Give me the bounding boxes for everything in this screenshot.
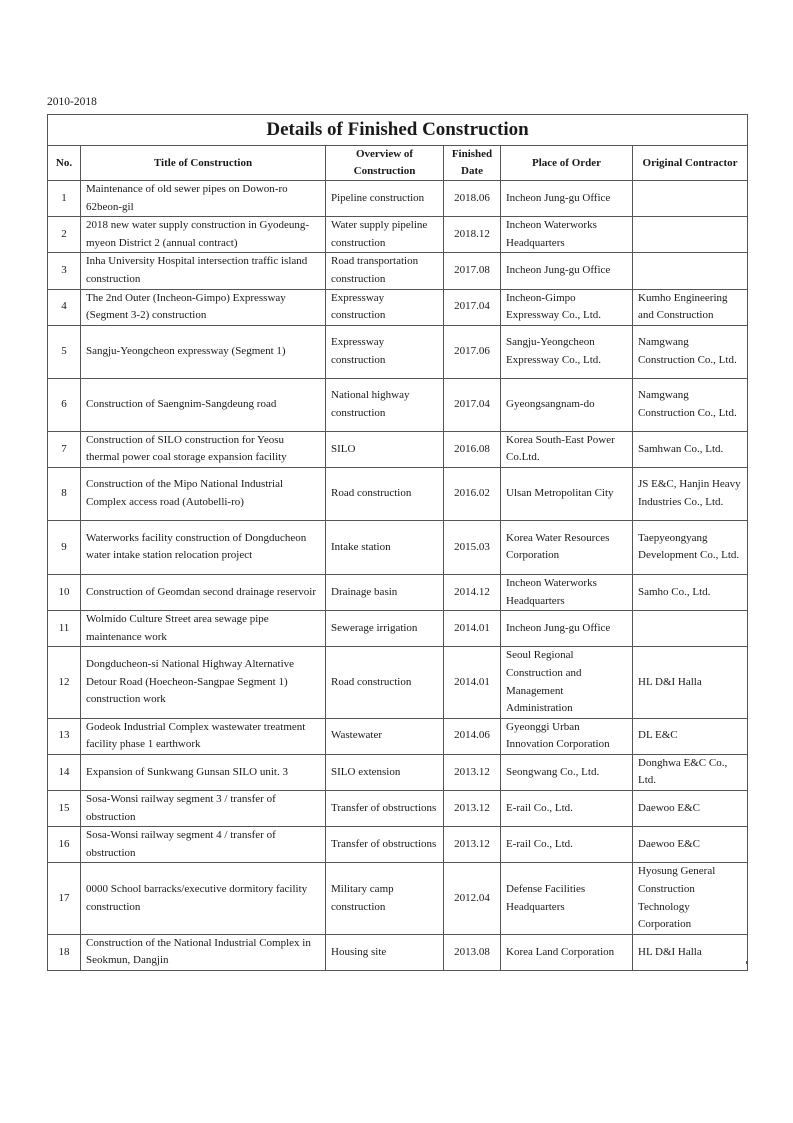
- cell-contractor: [633, 253, 748, 289]
- table-row: [48, 754, 748, 790]
- cell-date: 2012.04: [444, 863, 501, 934]
- cell-date: 2014.12: [444, 574, 501, 610]
- cell-contractor: Namgwang Construction Co., Ltd.: [633, 378, 748, 431]
- cell-date: 2018.12: [444, 217, 501, 253]
- cell-no: 7: [48, 431, 81, 467]
- cell-overview: Water supply pipeline construction: [326, 217, 444, 253]
- cell-date: 2016.08: [444, 431, 501, 467]
- cell-place: Incheon-Gimpo Expressway Co., Ltd.: [501, 289, 633, 325]
- cell-date: 2015.03: [444, 520, 501, 574]
- table-row: [48, 574, 748, 610]
- cell-place: Incheon Waterworks Headquarters: [501, 217, 633, 253]
- cell-date: 2014.01: [444, 611, 501, 647]
- cell-date: 2018.06: [444, 181, 501, 217]
- cell-contractor: HL D&I Halla: [633, 647, 748, 718]
- cell-overview: Transfer of obstructions: [326, 791, 444, 827]
- table-row: [48, 217, 748, 253]
- cell-date: 2014.01: [444, 647, 501, 718]
- cell-date: 2013.12: [444, 754, 501, 790]
- cell-overview: Sewerage irrigation: [326, 611, 444, 647]
- table-row: [48, 467, 748, 520]
- header-overview: Overview of Construction: [326, 146, 444, 181]
- cell-no: 10: [48, 574, 81, 610]
- cell-contractor: Donghwa E&C Co., Ltd.: [633, 754, 748, 790]
- cell-date: 2014.06: [444, 718, 501, 754]
- table-row: [48, 863, 748, 934]
- cell-place: Defense Facilities Headquarters: [501, 863, 633, 934]
- cell-no: 6: [48, 378, 81, 431]
- cell-place: Gyeongsangnam-do: [501, 378, 633, 431]
- cell-no: 13: [48, 718, 81, 754]
- period-label: 2010-2018: [47, 96, 97, 108]
- table-row: [48, 253, 748, 289]
- cell-title: Maintenance of old sewer pipes on Dowon-ro 62beon-gil: [81, 181, 326, 217]
- cell-overview: Transfer of obstructions: [326, 827, 444, 863]
- cell-place: Sangju-Yeongcheon Expressway Co., Ltd.: [501, 325, 633, 378]
- cell-date: 2017.04: [444, 289, 501, 325]
- table-row: [48, 181, 748, 217]
- cell-no: 14: [48, 754, 81, 790]
- cell-contractor: Kumho Engineering and Construction: [633, 289, 748, 325]
- cell-title: Dongducheon-si National Highway Alternative Detour Road (Hoecheon-Sangpae Segment 1) construction work: [81, 647, 326, 718]
- cell-no: 3: [48, 253, 81, 289]
- table-row: [48, 827, 748, 863]
- border-tail: [746, 961, 747, 964]
- table-row: [48, 647, 748, 718]
- cell-date: 2013.12: [444, 827, 501, 863]
- table-row: [48, 431, 748, 467]
- table-row: [48, 791, 748, 827]
- header-place: Place of Order: [501, 146, 633, 181]
- table-row: [48, 378, 748, 431]
- cell-title: Construction of Geomdan second drainage reservoir: [81, 574, 326, 610]
- table-row: [48, 718, 748, 754]
- cell-date: 2017.06: [444, 325, 501, 378]
- border-tail: [500, 961, 501, 964]
- header-title: Title of Construction: [81, 146, 326, 181]
- cell-place: Gyeonggi Urban Innovation Corporation: [501, 718, 633, 754]
- cell-place: Incheon Jung-gu Office: [501, 611, 633, 647]
- cell-place: Korea South-East Power Co.Ltd.: [501, 431, 633, 467]
- cell-no: 16: [48, 827, 81, 863]
- cell-no: 18: [48, 934, 81, 970]
- table-row: [48, 520, 748, 574]
- cell-title: Waterworks facility construction of Dongducheon water intake station relocation project: [81, 520, 326, 574]
- cell-date: 2017.04: [444, 378, 501, 431]
- cell-place: Incheon Jung-gu Office: [501, 253, 633, 289]
- cell-date: 2013.12: [444, 791, 501, 827]
- cell-overview: Road construction: [326, 647, 444, 718]
- cell-title: Construction of Saengnim-Sangdeung road: [81, 378, 326, 431]
- cell-overview: Housing site: [326, 934, 444, 970]
- cell-no: 1: [48, 181, 81, 217]
- cell-overview: Drainage basin: [326, 574, 444, 610]
- cell-overview: Expressway construction: [326, 289, 444, 325]
- cell-title: Construction of the Mipo National Industrial Complex access road (Autobelli-ro): [81, 467, 326, 520]
- cell-overview: Road transportation construction: [326, 253, 444, 289]
- cell-no: 12: [48, 647, 81, 718]
- cell-no: 5: [48, 325, 81, 378]
- cell-overview: SILO: [326, 431, 444, 467]
- table-row: [48, 934, 748, 970]
- cell-no: 11: [48, 611, 81, 647]
- border-tail: [632, 961, 633, 964]
- cell-contractor: Daewoo E&C: [633, 791, 748, 827]
- border-tail: [47, 961, 48, 964]
- table-row: [48, 289, 748, 325]
- cell-overview: Expressway construction: [326, 325, 444, 378]
- cell-title: 0000 School barracks/executive dormitory facility construction: [81, 863, 326, 934]
- cell-title: Sosa-Wonsi railway segment 4 / transfer of obstruction: [81, 827, 326, 863]
- cell-title: Wolmido Culture Street area sewage pipe maintenance work: [81, 611, 326, 647]
- cell-overview: Pipeline construction: [326, 181, 444, 217]
- cell-contractor: DL E&C: [633, 718, 748, 754]
- cell-no: 8: [48, 467, 81, 520]
- border-tail: [80, 961, 81, 964]
- cell-contractor: Samho Co., Ltd.: [633, 574, 748, 610]
- cell-title: Expansion of Sunkwang Gunsan SILO unit. 3: [81, 754, 326, 790]
- cell-place: Incheon Waterworks Headquarters: [501, 574, 633, 610]
- cell-overview: Road construction: [326, 467, 444, 520]
- cell-overview: SILO extension: [326, 754, 444, 790]
- cell-no: 2: [48, 217, 81, 253]
- cell-place: E-rail Co., Ltd.: [501, 827, 633, 863]
- cell-overview: National highway construction: [326, 378, 444, 431]
- cell-contractor: Hyosung General Construction Technology Corporation: [633, 863, 748, 934]
- cell-no: 4: [48, 289, 81, 325]
- header-contractor: Original Contractor: [633, 146, 748, 181]
- cell-place: Seoul Regional Construction and Management Administration: [501, 647, 633, 718]
- cell-no: 15: [48, 791, 81, 827]
- cell-contractor: [633, 611, 748, 647]
- border-tail: [325, 961, 326, 964]
- cell-title: The 2nd Outer (Incheon-Gimpo) Expressway (Segment 3-2) construction: [81, 289, 326, 325]
- header-row: [48, 146, 748, 181]
- cell-contractor: Namgwang Construction Co., Ltd.: [633, 325, 748, 378]
- cell-place: Korea Water Resources Corporation: [501, 520, 633, 574]
- cell-contractor: HL D&I Halla: [633, 934, 748, 970]
- cell-title: Sangju-Yeongcheon expressway (Segment 1): [81, 325, 326, 378]
- cell-title: Construction of the National Industrial Complex in Seokmun, Dangjin: [81, 934, 326, 970]
- border-tail: [443, 961, 444, 964]
- cell-title: Sosa-Wonsi railway segment 3 / transfer of obstruction: [81, 791, 326, 827]
- header-no: No.: [48, 146, 81, 181]
- header-date: Finished Date: [444, 146, 501, 181]
- cell-contractor: Taepyeongyang Development Co., Ltd.: [633, 520, 748, 574]
- cell-title: Inha University Hospital intersection traffic island construction: [81, 253, 326, 289]
- finished-construction-table: [47, 114, 748, 971]
- cell-place: Ulsan Metropolitan City: [501, 467, 633, 520]
- cell-title: 2018 new water supply construction in Gyodeung-myeon District 2 (annual contract): [81, 217, 326, 253]
- cell-overview: Intake station: [326, 520, 444, 574]
- cell-contractor: [633, 217, 748, 253]
- cell-no: 9: [48, 520, 81, 574]
- cell-date: 2013.08: [444, 934, 501, 970]
- cell-overview: Military camp construction: [326, 863, 444, 934]
- cell-place: Seongwang Co., Ltd.: [501, 754, 633, 790]
- table-row: [48, 325, 748, 378]
- cell-place: Korea Land Corporation: [501, 934, 633, 970]
- cell-place: Incheon Jung-gu Office: [501, 181, 633, 217]
- cell-date: 2017.08: [444, 253, 501, 289]
- cell-overview: Wastewater: [326, 718, 444, 754]
- cell-contractor: Samhwan Co., Ltd.: [633, 431, 748, 467]
- cell-no: 17: [48, 863, 81, 934]
- table-title: Details of Finished Construction: [48, 115, 748, 146]
- cell-title: Godeok Industrial Complex wastewater treatment facility phase 1 earthwork: [81, 718, 326, 754]
- cell-place: E-rail Co., Ltd.: [501, 791, 633, 827]
- cell-title: Construction of SILO construction for Yeosu thermal power coal storage expansion facility: [81, 431, 326, 467]
- cell-contractor: [633, 181, 748, 217]
- cell-contractor: JS E&C, Hanjin Heavy Industries Co., Ltd.: [633, 467, 748, 520]
- cell-contractor: Daewoo E&C: [633, 827, 748, 863]
- table-row: [48, 611, 748, 647]
- cell-date: 2016.02: [444, 467, 501, 520]
